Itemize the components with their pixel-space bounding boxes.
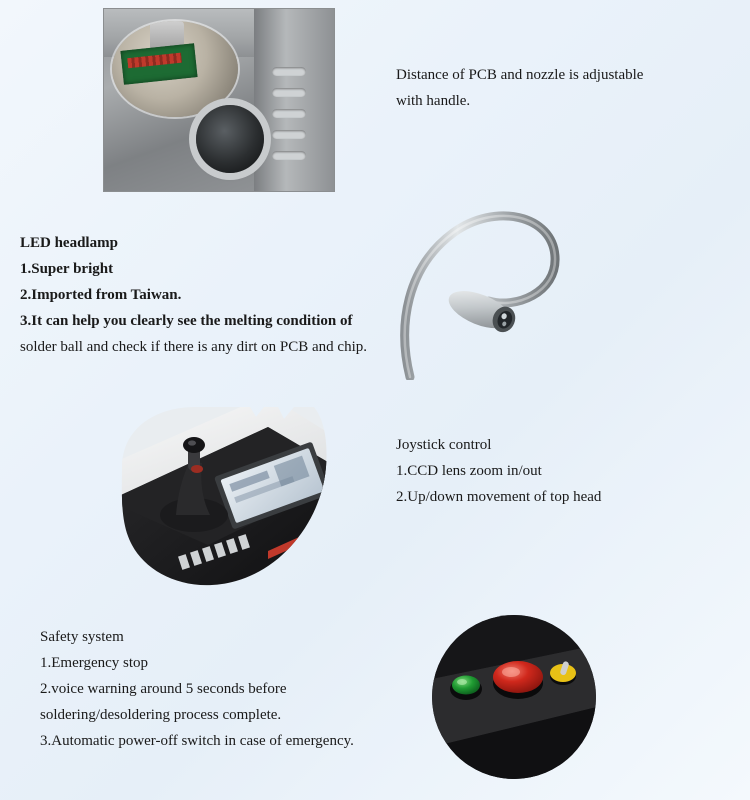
inset-closeup-circle [112, 21, 238, 117]
joystick-line-2: 2.Up/down movement of top head [396, 489, 602, 505]
safety-line-4: 3.Automatic power-off switch in case of emergency. [40, 733, 354, 749]
safety-line-1: 1.Emergency stop [40, 655, 149, 671]
distance-line-1: Distance of PCB and nozzle is adjustable [396, 67, 644, 83]
led-gooseneck-lamp-photo [385, 205, 595, 380]
distance-line-2: with handle. [396, 93, 471, 109]
joystick-heading: Joystick control [396, 437, 492, 453]
joystick-control-panel-photo [118, 405, 330, 595]
camera-lens [196, 105, 264, 173]
safety-line-2: 2.voice warning around 5 seconds before [40, 681, 287, 697]
led-line-2: 2.Imported from Taiwan. [20, 287, 182, 303]
safety-text-block [40, 624, 440, 754]
lamp-head [444, 283, 520, 337]
led-line-1: 1.Super bright [20, 261, 114, 277]
safety-heading: Safety system [40, 629, 124, 645]
vent-slots [272, 67, 320, 159]
safety-line-3: soldering/desoldering process complete. [40, 707, 282, 723]
red-emergency-stop-button [493, 661, 543, 699]
joystick-text-block [396, 432, 696, 510]
led-line-3: 3.It can help you clearly see the melting condition of [20, 313, 353, 329]
nozzle-and-handle-photo [103, 8, 335, 192]
distance-text-block [396, 62, 716, 114]
led-headlamp-heading: LED headlamp [20, 235, 118, 251]
joystick-line-1: 1.CCD lens zoom in/out [396, 463, 542, 479]
led-line-4: solder ball and check if there is any dirt on PCB and chip. [20, 339, 367, 355]
pcb-board [120, 43, 197, 85]
led-headlamp-text-block [20, 230, 420, 360]
emergency-stop-buttons-photo [432, 615, 597, 780]
